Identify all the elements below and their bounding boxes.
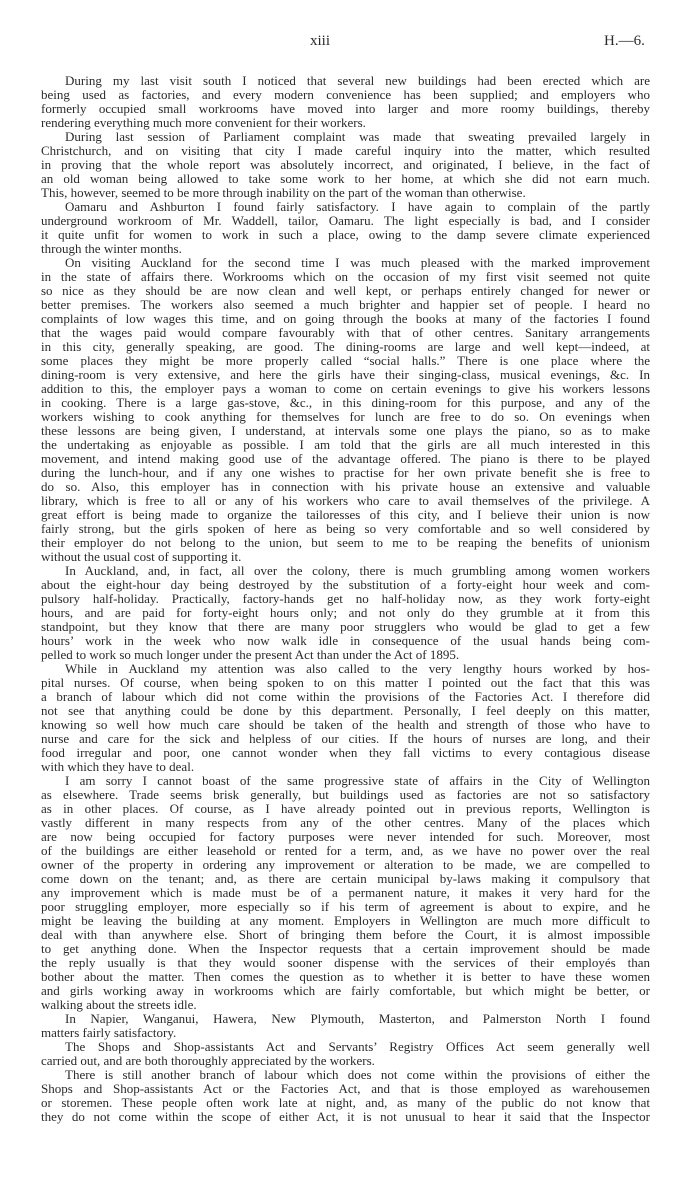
text-line: The Shops and Shop-assistants Act and Servants’ Registry Offices Act seem generally well — [65, 1039, 650, 1054]
text-line: in cooking. There is a large gas-stove, &c., in this dining-room for this purpose, and any of the — [41, 395, 650, 410]
text-line: Christchurch, and on visiting that city I made careful inquiry into the matter, which resulted — [41, 143, 650, 158]
text-line: better premises. The workers also seemed a much brighter and happier set of people. I heard no — [41, 297, 650, 312]
text-line: pulsory half-holiday. Practically, factory-hands get no half-holiday now, as they work forty-eight — [41, 591, 650, 606]
text-line: In Auckland, and, in fact, all over the colony, there is much grumbling among women workers — [65, 563, 650, 578]
text-line: deal with than anywhere else. Short of bringing them before the Court, it is almost impossible — [41, 927, 650, 942]
text-line: as elsewhere. Trade seems brisk generally, but buildings used as factories are not so satisfactory — [41, 787, 650, 802]
text-line: Shops and Shop-assistants Act or the Factories Act, and that is those employed as warehousemen — [41, 1081, 650, 1096]
text-line: any improvement which is made must be of a permanent nature, it makes it very hard for the — [41, 885, 650, 900]
text-line: as in other places. Of course, as I have already pointed out in previous reports, Wellington is — [41, 801, 650, 816]
text-line: While in Auckland my attention was also called to the very lengthy hours worked by hos- — [65, 661, 650, 676]
text-line: it quite unfit for women to work in such a place, owing to the damp severe climate experienced — [41, 227, 650, 242]
text-line: they do not come within the scope of either Act, it is not unusual to hear it said that the Inspector — [41, 1109, 650, 1124]
text-line: formerly occupied small workrooms have moved into larger and more roomy buildings, thereby — [41, 101, 650, 116]
text-line: some places they might be more properly called “social halls.” There is one place where the — [41, 353, 650, 368]
text-line: workers wishing to cook anything for themselves for lunch are free to do so. On evenings when — [41, 409, 650, 424]
paragraph — [41, 774, 650, 1012]
text-line: do so. Also, this employer has in connection with his private house an extensive and valuable — [41, 479, 650, 494]
text-line: or storemen. These people often work late at night, and, as many of the public do not know that — [41, 1095, 650, 1110]
text-line: come down on the tenant; and, as there are certain municipal by-laws making it compulsory that — [41, 871, 650, 886]
text-line: standpoint, but they know that there are many poor strugglers who would be glad to get a few — [41, 619, 650, 634]
text-line: library, which is free to all or any of his workers who care to avail themselves of the privilege. A — [41, 493, 650, 508]
text-line: pelled to work so much longer under the present Act than under the Act of 1895. — [41, 647, 460, 662]
text-line: underground workroom of Mr. Waddell, tailor, Oamaru. The light especially is bad, and I consider — [41, 213, 650, 228]
document-body — [41, 74, 650, 1124]
paragraph — [41, 1012, 650, 1040]
text-line: might be leaving the building at any moment. Employers in Wellington are much more difficult to — [41, 913, 650, 928]
text-line: rendering everything much more convenient for their workers. — [41, 115, 366, 130]
text-line: hours’ work in the week who now walk idle in consequence of the usual hands being com- — [41, 633, 650, 648]
text-line: On visiting Auckland for the second time I was much pleased with the marked improvement — [65, 255, 650, 270]
text-line: bother about the matter. Then comes the question as to whether it is better to have these women — [41, 969, 650, 984]
text-line: dining-room is very extensive, and here the girls have their singing-class, musical evenings, &c. In — [41, 367, 650, 382]
text-line: great effort is being made to organize the tailoresses of this city, and I believe their union is now — [41, 507, 650, 522]
text-line: in the state of affairs there. Workrooms which on the occasion of my first visit seemed not quite — [41, 269, 650, 284]
text-line: owner of the property in ordering any improvement or alteration to be made, we are compelled to — [41, 857, 650, 872]
text-line: about the eight-hour day being destroyed by the substitution of a forty-eight hour week and com- — [41, 577, 650, 592]
document-reference: H.—6. — [604, 33, 645, 49]
text-line: of the buildings are either leasehold or rented for a term, and, as we have no power over the real — [41, 843, 650, 858]
page-number: xiii — [310, 33, 331, 49]
text-line: I am sorry I cannot boast of the same progressive state of affairs in the City of Wellington — [65, 773, 650, 788]
text-line: During my last visit south I noticed that several new buildings had been erected which are — [65, 73, 650, 88]
text-line: the undertaking as enjoyable as possible. I am told that the girls are all much interested in this — [41, 437, 650, 452]
paragraph — [41, 662, 650, 774]
text-line: in proving that the whole report was absolutely incorrect, and originated, I believe, in the fact of — [41, 157, 650, 172]
text-line: to get anything done. When the Inspector requests that a certain improvement should be made — [41, 941, 650, 956]
text-line: knowing so well how much care should be taken of the health and strength of those who have to — [41, 717, 650, 732]
text-line: This, however, seemed to be more through inability on the part of the woman than otherwise. — [41, 185, 526, 200]
text-line: without the usual cost of supporting it. — [41, 549, 242, 564]
text-line: vastly different in many respects from any of the other centres. Many of the places which — [41, 815, 650, 830]
text-line: not see that anything could be done by this department. Personally, I feel deeply on this matter, — [41, 703, 650, 718]
text-line: a branch of labour which did not come within the provisions of the Factories Act. I therefore did — [41, 689, 650, 704]
text-line: addition to this, the employer pays a woman to come on certain evenings to give his workers lessons — [41, 381, 650, 396]
text-line: so nice as they should be are now clean and well kept, or perhaps entirely changed for newer or — [41, 283, 650, 298]
text-line: an old woman being allowed to take some work to her home, at which she did not earn much. — [41, 171, 650, 186]
text-line: these lessons are being given, I understand, at intervals some one plays the piano, so as to make — [41, 423, 650, 438]
text-line: complaints of low wages this time, and on going through the books at many of the factories I found — [41, 311, 650, 326]
text-line: poor struggling employer, more especially so if his term of agreement is about to expire, and he — [41, 899, 650, 914]
text-line: their employer do not belong to the union, but seem to me to be reaping the benefits of unionism — [41, 535, 650, 550]
text-line: carried out, and are both thoroughly appreciated by the workers. — [41, 1053, 375, 1068]
text-line: There is still another branch of labour which does not come within the provisions of either the — [65, 1067, 650, 1082]
paragraph — [41, 74, 650, 130]
text-line: nurse and care for the sick and helpless of our cities. If the hours of nurses are long, and their — [41, 731, 650, 746]
text-line: in this city, generally speaking, are good. The dining-rooms are large and well kept—indeed, at — [41, 339, 650, 354]
text-line: being used as factories, and every modern convenience has been supplied; and employers who — [41, 87, 650, 102]
text-line: fairly strong, but the girls spoken of here as being so very comfortable and so well considered by — [41, 521, 650, 536]
text-line: that the wages paid would compare favourably with that of other centres. Sanitary arrangements — [41, 325, 650, 340]
paragraph — [41, 1040, 650, 1068]
paragraph — [41, 256, 650, 564]
text-line: food irregular and poor, one cannot wonder when they fall victims to every contagious disease — [41, 745, 650, 760]
text-line: pital nurses. Of course, when being spoken to on this matter I pointed out the fact that this was — [41, 675, 650, 690]
paragraph — [41, 1068, 650, 1124]
text-line: through the winter months. — [41, 241, 182, 256]
paragraph — [41, 200, 650, 256]
text-line: during the lunch-hour, and if any one wishes to practise for her own private benefit she is free to — [41, 465, 650, 480]
text-line: the reply usually is that they would sooner dispense with the services of their employés than — [41, 955, 650, 970]
paragraph — [41, 130, 650, 200]
text-line: Oamaru and Ashburton I found fairly satisfactory. I have again to complain of the partly — [65, 199, 650, 214]
text-line: walking about the streets idle. — [41, 997, 197, 1012]
text-line: In Napier, Wanganui, Hawera, New Plymouth, Masterton, and Palmerston North I found — [65, 1011, 650, 1026]
text-line: During last session of Parliament complaint was made that sweating prevailed largely in — [65, 129, 650, 144]
text-line: and girls working away in workrooms which are fairly comfortable, but which might be better, or — [41, 983, 650, 998]
paragraph — [41, 564, 650, 662]
text-line: matters fairly satisfactory. — [41, 1025, 177, 1040]
text-line: are now being occupied for factory purposes were never intended for such. Moreover, most — [41, 829, 650, 844]
text-line: with which they have to deal. — [41, 759, 195, 774]
text-line: hours, and are paid for forty-eight hours only; and not only do they grumble at it from this — [41, 605, 650, 620]
text-line: movement, and intend making good use of the advantage offered. The piano is there to be played — [41, 451, 650, 466]
